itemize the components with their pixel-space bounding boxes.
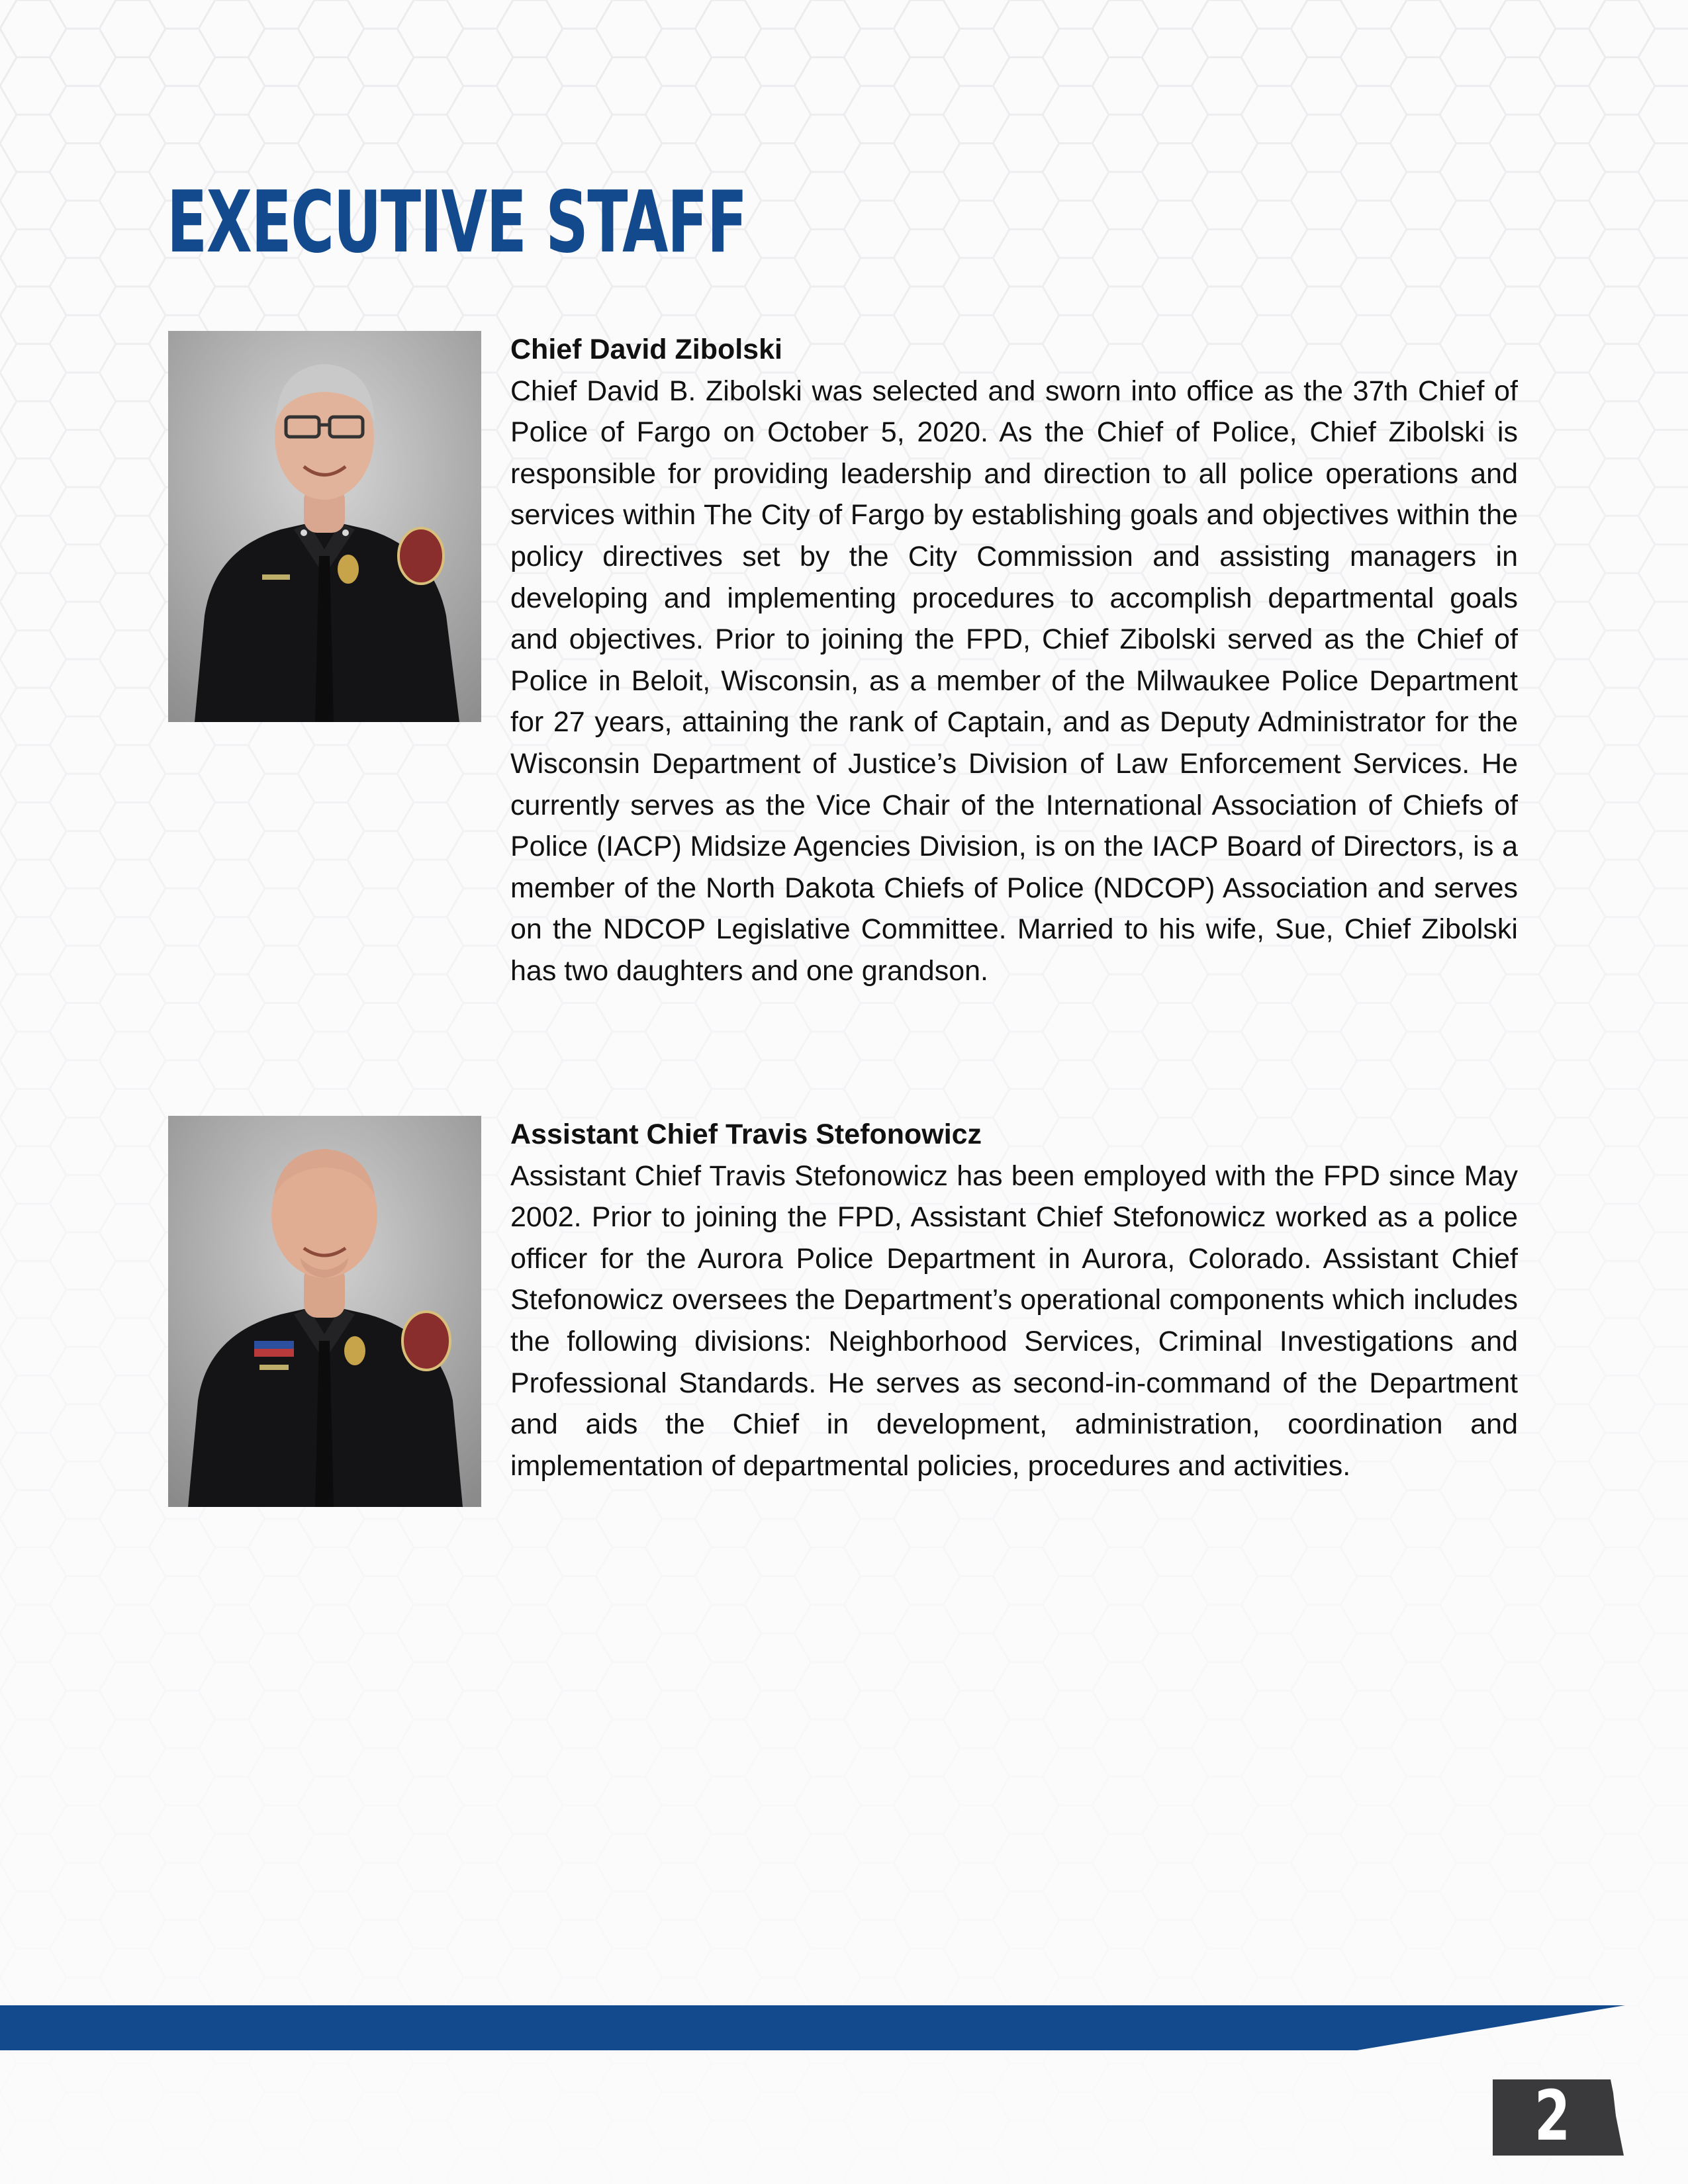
chief-zibolski-bio [510,329,1518,992]
page-number: 2 [1534,2075,1571,2156]
staff-name: Chief David Zibolski [510,334,782,365]
officer-portrait-icon [168,331,481,722]
officer-portrait-icon [168,1116,481,1507]
page-title: EXECUTIVE STAFF [167,173,747,272]
assistant-chief-stefonowicz-bio [510,1114,1518,1486]
staff-bio: Chief David B. Zibolski was selected and sworn into office as the 37th Chief of Police of Fargo on October 5, 2020. As the Chief of Police, Chief Zibolski is responsible for providing leadership and direction to all police operations and services within The City of Fargo by establishing goals and objectives within the policy directives set by the City Commission and assisting managers in developing and implementing procedures to accomplish departmental goals and objectives. Prior to joining the FPD, Chief Zibolski served as the Chief of Police in Beloit, Wisconsin, as a member of the Milwaukee Police Department for 27 years, attaining the rank of Captain, and as Deputy Administrator for the Wisconsin Department of Justice’s Division of Law Enforcement Services. He currently serves as the Vice Chair of the International Association of Chiefs of Police (IACP) Midsize Agencies Division, is on the IACP Board of Directors, is a member of the North Dakota Chiefs of Police (NDCOP) Association and serves on the NDCOP Legislative Committee. Married to his wife, Sue, Chief Zibolski has two daughters and one grandson. [510,375,1518,987]
assistant-chief-stefonowicz-photo [168,1116,481,1507]
chief-zibolski-photo [168,331,481,722]
footer-band [0,2005,1688,2052]
staff-name: Assistant Chief Travis Stefonowicz [510,1118,982,1150]
staff-bio: Assistant Chief Travis Stefonowicz has been employed with the FPD since May 2002. Prior to joining the FPD, Assistant Chief Stefonowicz worked as a police officer for the Aurora Police Department in Aurora, Colorado. Assistant Chief Stefonowicz oversees the Department’s operational components which includes the following divisions: Neighborhood Services, Criminal Investigations and Professional Standards. He serves as second-in-command of the Department and aids the Chief in development, administration, coordination and implementation of departmental policies, procedures and activities. [510,1160,1518,1482]
